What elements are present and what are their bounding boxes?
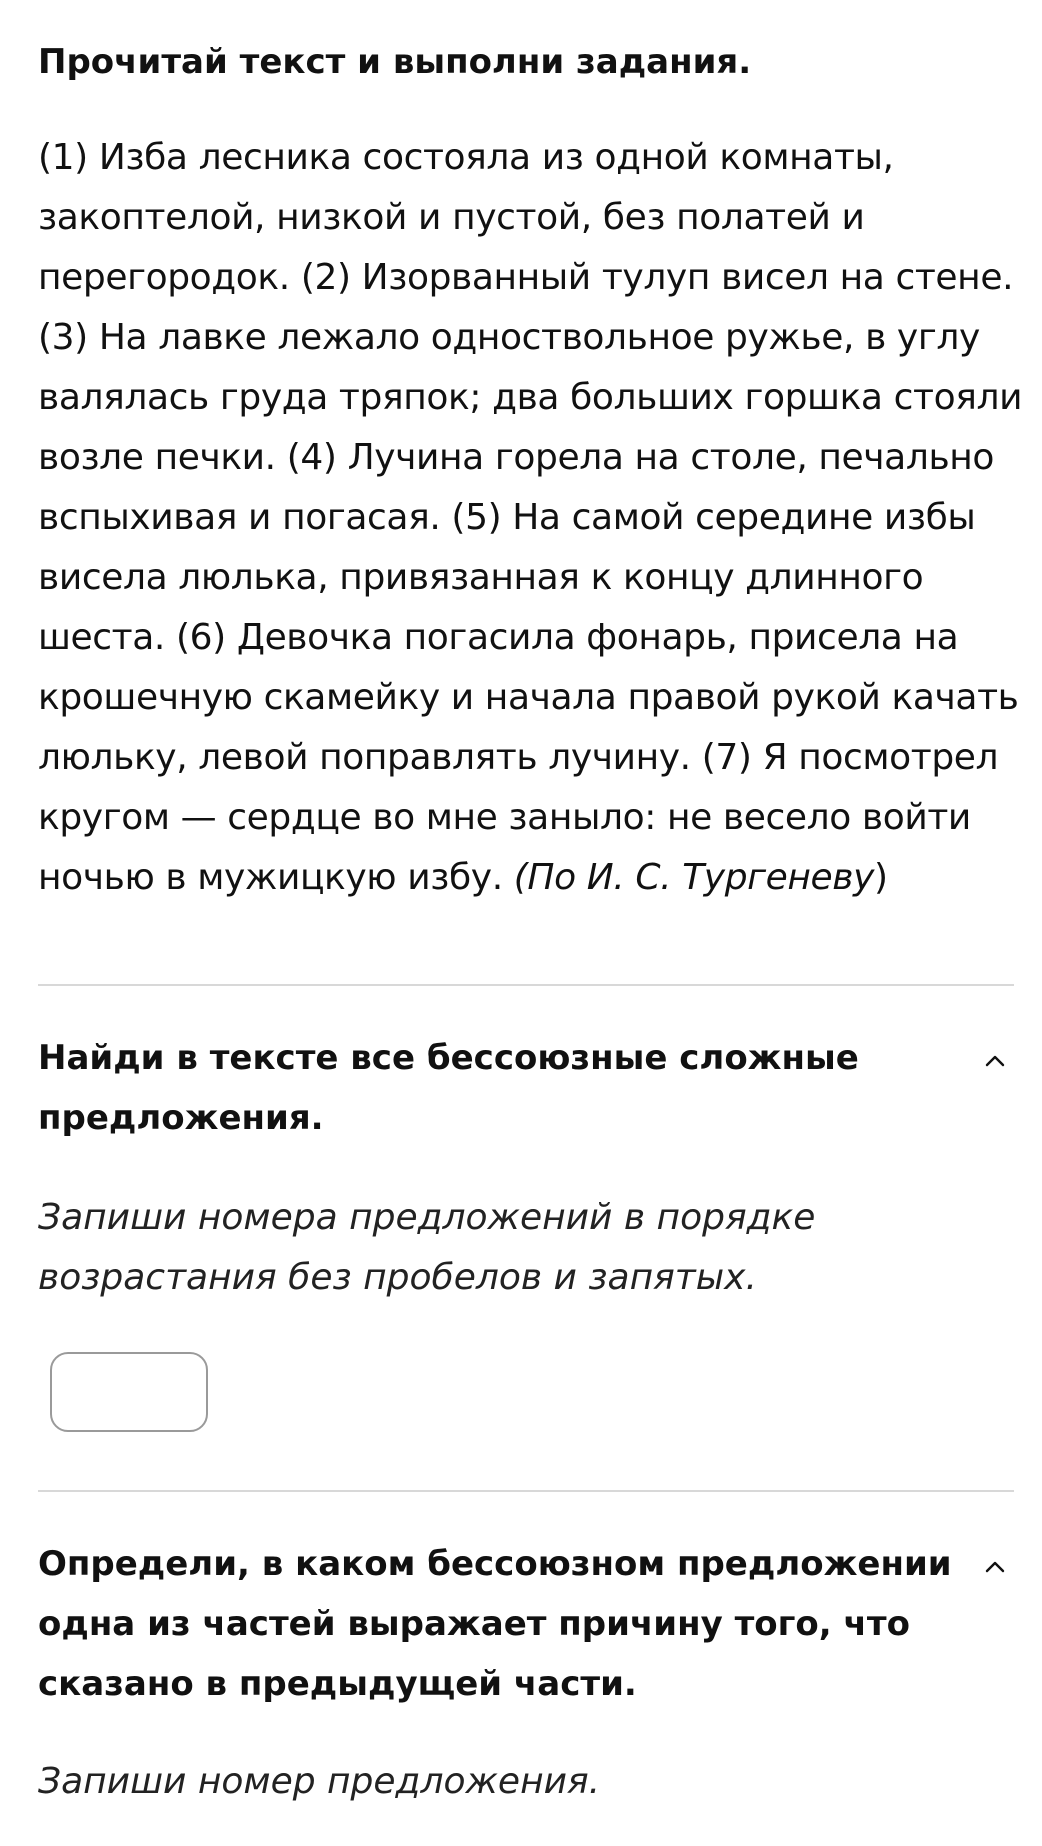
passage-line: шеста. (6) Девочка погасила фонарь, присела на bbox=[38, 617, 959, 658]
task-2-title-line: одна из частей выражает причину того, что bbox=[38, 1604, 910, 1644]
task-1-title bbox=[38, 1028, 918, 1148]
chevron-up-icon[interactable] bbox=[984, 1556, 1006, 1578]
intro-heading: Прочитай текст и выполни задания. bbox=[38, 42, 752, 82]
divider bbox=[38, 984, 1014, 986]
task-2-instruction-line: Запиши номер предложения. bbox=[38, 1761, 601, 1802]
divider bbox=[38, 1490, 1014, 1492]
passage-line: валялась груда тряпок; два больших горшка стояли bbox=[38, 377, 1023, 418]
task-2-title-line: Определи, в каком бессоюзном предложении bbox=[38, 1544, 952, 1584]
passage-source: (По И. С. Тургеневу bbox=[513, 857, 875, 898]
task-1-instruction-line: возрастания без пробелов и запятых. bbox=[38, 1257, 757, 1298]
reading-passage bbox=[38, 128, 1023, 908]
task-2-instruction bbox=[38, 1752, 600, 1812]
passage-line: кругом — сердце во мне заныло: не весело войти bbox=[38, 797, 971, 838]
passage-line: вспыхивая и погасая. (5) На самой середине избы bbox=[38, 497, 976, 538]
passage-line: возле печки. (4) Лучина горела на столе, печально bbox=[38, 437, 995, 478]
task-1-title-line: Найди в тексте все бессоюзные сложные bbox=[38, 1038, 859, 1078]
passage-line: закоптелой, низкой и пустой, без полатей и bbox=[38, 197, 865, 238]
passage-source-close: ) bbox=[874, 857, 888, 898]
task-2-title bbox=[38, 1534, 952, 1714]
passage-line: люльку, левой поправлять лучину. (7) Я посмотрел bbox=[38, 737, 999, 778]
passage-line: висела люлька, привязанная к концу длинного bbox=[38, 557, 924, 598]
task-1-instruction bbox=[38, 1188, 815, 1308]
task-1-answer-input[interactable] bbox=[50, 1352, 208, 1432]
task-2-title-line: сказано в предыдущей части. bbox=[38, 1664, 637, 1704]
passage-line: (3) На лавке лежало одноствольное ружье, в углу bbox=[38, 317, 980, 358]
chevron-up-icon[interactable] bbox=[984, 1050, 1006, 1072]
passage-line: крошечную скамейку и начала правой рукой качать bbox=[38, 677, 1019, 718]
passage-line: перегородок. (2) Изорванный тулуп висел на стене. bbox=[38, 257, 1014, 298]
task-1-title-line: предложения. bbox=[38, 1098, 324, 1138]
task-1-instruction-line: Запиши номера предложений в порядке bbox=[38, 1197, 816, 1238]
task-1 bbox=[38, 1028, 1014, 1298]
task-2 bbox=[38, 1534, 1014, 1802]
passage-line: (1) Изба лесника состояла из одной комнаты, bbox=[38, 137, 894, 178]
passage-last-line-text: ночью в мужицкую избу. bbox=[38, 857, 514, 898]
passage-last-line bbox=[38, 848, 1014, 908]
